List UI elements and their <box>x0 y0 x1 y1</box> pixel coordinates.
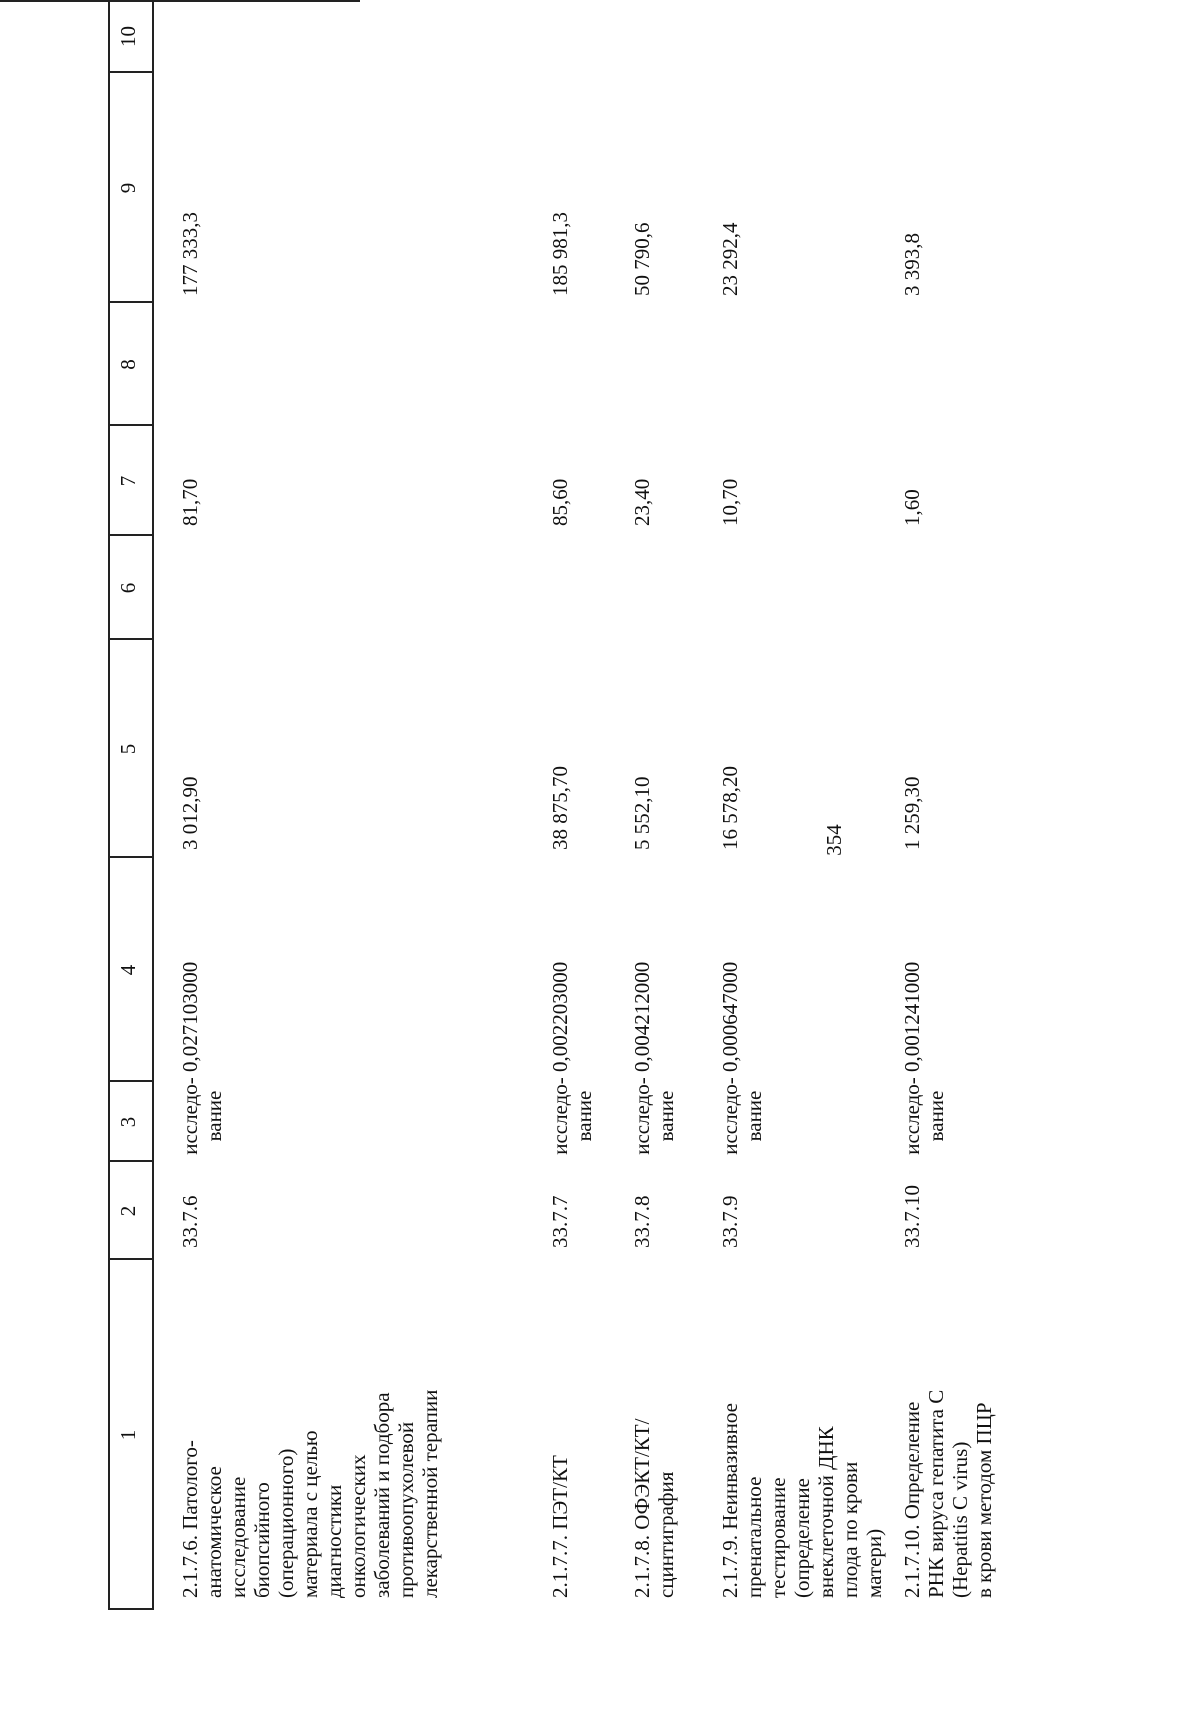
row-name <box>630 1419 678 1598</box>
row-per-capita: 81,70 <box>178 478 202 526</box>
header-col-1: 1 <box>116 1429 140 1441</box>
row-total-cost: 3 393,8 <box>900 233 924 296</box>
row-total-cost: 185 981,3 <box>548 212 572 296</box>
row-name-line: заболеваний и подбора <box>370 1392 394 1598</box>
row-per-capita: 10,70 <box>718 478 742 526</box>
row-code: 33.7.9 <box>718 1195 742 1248</box>
row-name-line: противоопухолевой <box>394 1421 418 1598</box>
row-total-cost: 177 333,3 <box>178 212 202 296</box>
header-col-5: 5 <box>116 743 140 755</box>
row-name-line: 2.1.7.6. Патолого- <box>178 1440 202 1598</box>
row-name-line: в крови методом ПЦР <box>972 1402 996 1598</box>
row-name-line: 2.1.7.7. ПЭТ/КТ <box>548 1455 572 1598</box>
row-unit-line: вание <box>742 1090 766 1142</box>
row-norm-cost: 1 259,30 <box>900 776 924 850</box>
row-unit <box>900 1070 948 1162</box>
row-name-line: РНК вируса гепатита С <box>924 1389 948 1598</box>
row-name-line: 2.1.7.9. Неинвазивное <box>718 1403 742 1598</box>
page-number: 354 <box>822 824 846 856</box>
header-col-2: 2 <box>116 1205 140 1217</box>
row-name-line: 2.1.7.8. ОФЭКТ/КТ/ <box>630 1418 654 1598</box>
row-unit-line: вание <box>572 1090 596 1142</box>
row-norm-cost: 16 578,20 <box>718 766 742 850</box>
row-code: 33.7.10 <box>900 1185 924 1248</box>
row-name-line: диагностики <box>322 1484 346 1598</box>
row-unit <box>718 1070 766 1162</box>
row-code: 33.7.6 <box>178 1195 202 1248</box>
table-header-rule <box>152 0 154 1610</box>
row-name-line: внеклеточной ДНК <box>814 1426 838 1598</box>
header-col-8: 8 <box>116 359 140 370</box>
header-col-4: 4 <box>116 964 140 976</box>
row-name-line: матери) <box>862 1528 886 1598</box>
row-name-line: (Hepatitis C virus) <box>948 1441 972 1598</box>
row-name-line: 2.1.7.10. Определение <box>900 1401 924 1598</box>
row-unit-line: исследо- <box>630 1077 654 1155</box>
row-name <box>178 1390 442 1598</box>
row-unit-line: исследо- <box>178 1077 202 1155</box>
row-per-capita: 85,60 <box>548 478 572 526</box>
row-norm-cost: 38 875,70 <box>548 766 572 850</box>
row-name-line: сцинтиграфия <box>654 1471 678 1598</box>
row-norm-volume: 0,027103000 <box>178 961 202 1072</box>
row-name-line: (операционного) <box>274 1448 298 1598</box>
row-name-line: (определение <box>790 1478 814 1598</box>
row-name-line: плода по крови <box>838 1461 862 1598</box>
row-unit-line: исследо- <box>718 1077 742 1155</box>
row-norm-volume: 0,000647000 <box>718 961 742 1072</box>
header-col-10: 10 <box>116 26 140 47</box>
row-name-line: лекарственной терапии <box>418 1389 442 1598</box>
row-name-line: пренатальное <box>742 1476 766 1598</box>
header-col-7: 7 <box>116 475 140 487</box>
row-unit-line: исследо- <box>900 1077 924 1155</box>
row-name-line: онкологических <box>346 1454 370 1598</box>
row-per-capita: 1,60 <box>900 489 924 526</box>
row-total-cost: 23 292,4 <box>718 222 742 296</box>
row-norm-volume: 0,001241000 <box>900 961 924 1072</box>
row-unit <box>178 1070 226 1162</box>
row-unit-line: вание <box>924 1090 948 1142</box>
row-norm-volume: 0,004212000 <box>630 961 654 1072</box>
row-name <box>900 1390 996 1598</box>
header-col-3: 3 <box>116 1116 140 1128</box>
row-norm-cost: 5 552,10 <box>630 776 654 850</box>
row-code: 33.7.7 <box>548 1195 572 1248</box>
header-col-6: 6 <box>116 582 140 594</box>
row-unit-line: вание <box>202 1090 226 1142</box>
row-name-line: биопсийного <box>250 1482 274 1598</box>
row-unit-line: вание <box>654 1090 678 1142</box>
header-col-9: 9 <box>116 182 140 194</box>
row-name <box>718 1403 886 1598</box>
row-total-cost: 50 790,6 <box>630 222 654 296</box>
row-unit <box>548 1070 596 1162</box>
row-unit-line: исследо- <box>548 1077 572 1155</box>
row-name <box>548 1455 572 1598</box>
row-code: 33.7.8 <box>630 1195 654 1248</box>
row-name-line: анатомическое <box>202 1466 226 1598</box>
row-per-capita: 23,40 <box>630 478 654 526</box>
row-norm-volume: 0,002203000 <box>548 961 572 1072</box>
row-unit <box>630 1070 678 1162</box>
row-norm-cost: 3 012,90 <box>178 776 202 850</box>
row-name-line: материала с целью <box>298 1430 322 1598</box>
row-name-line: исследование <box>226 1476 250 1598</box>
table-top-rule <box>108 0 110 1610</box>
row-name-line: тестирование <box>766 1477 790 1598</box>
